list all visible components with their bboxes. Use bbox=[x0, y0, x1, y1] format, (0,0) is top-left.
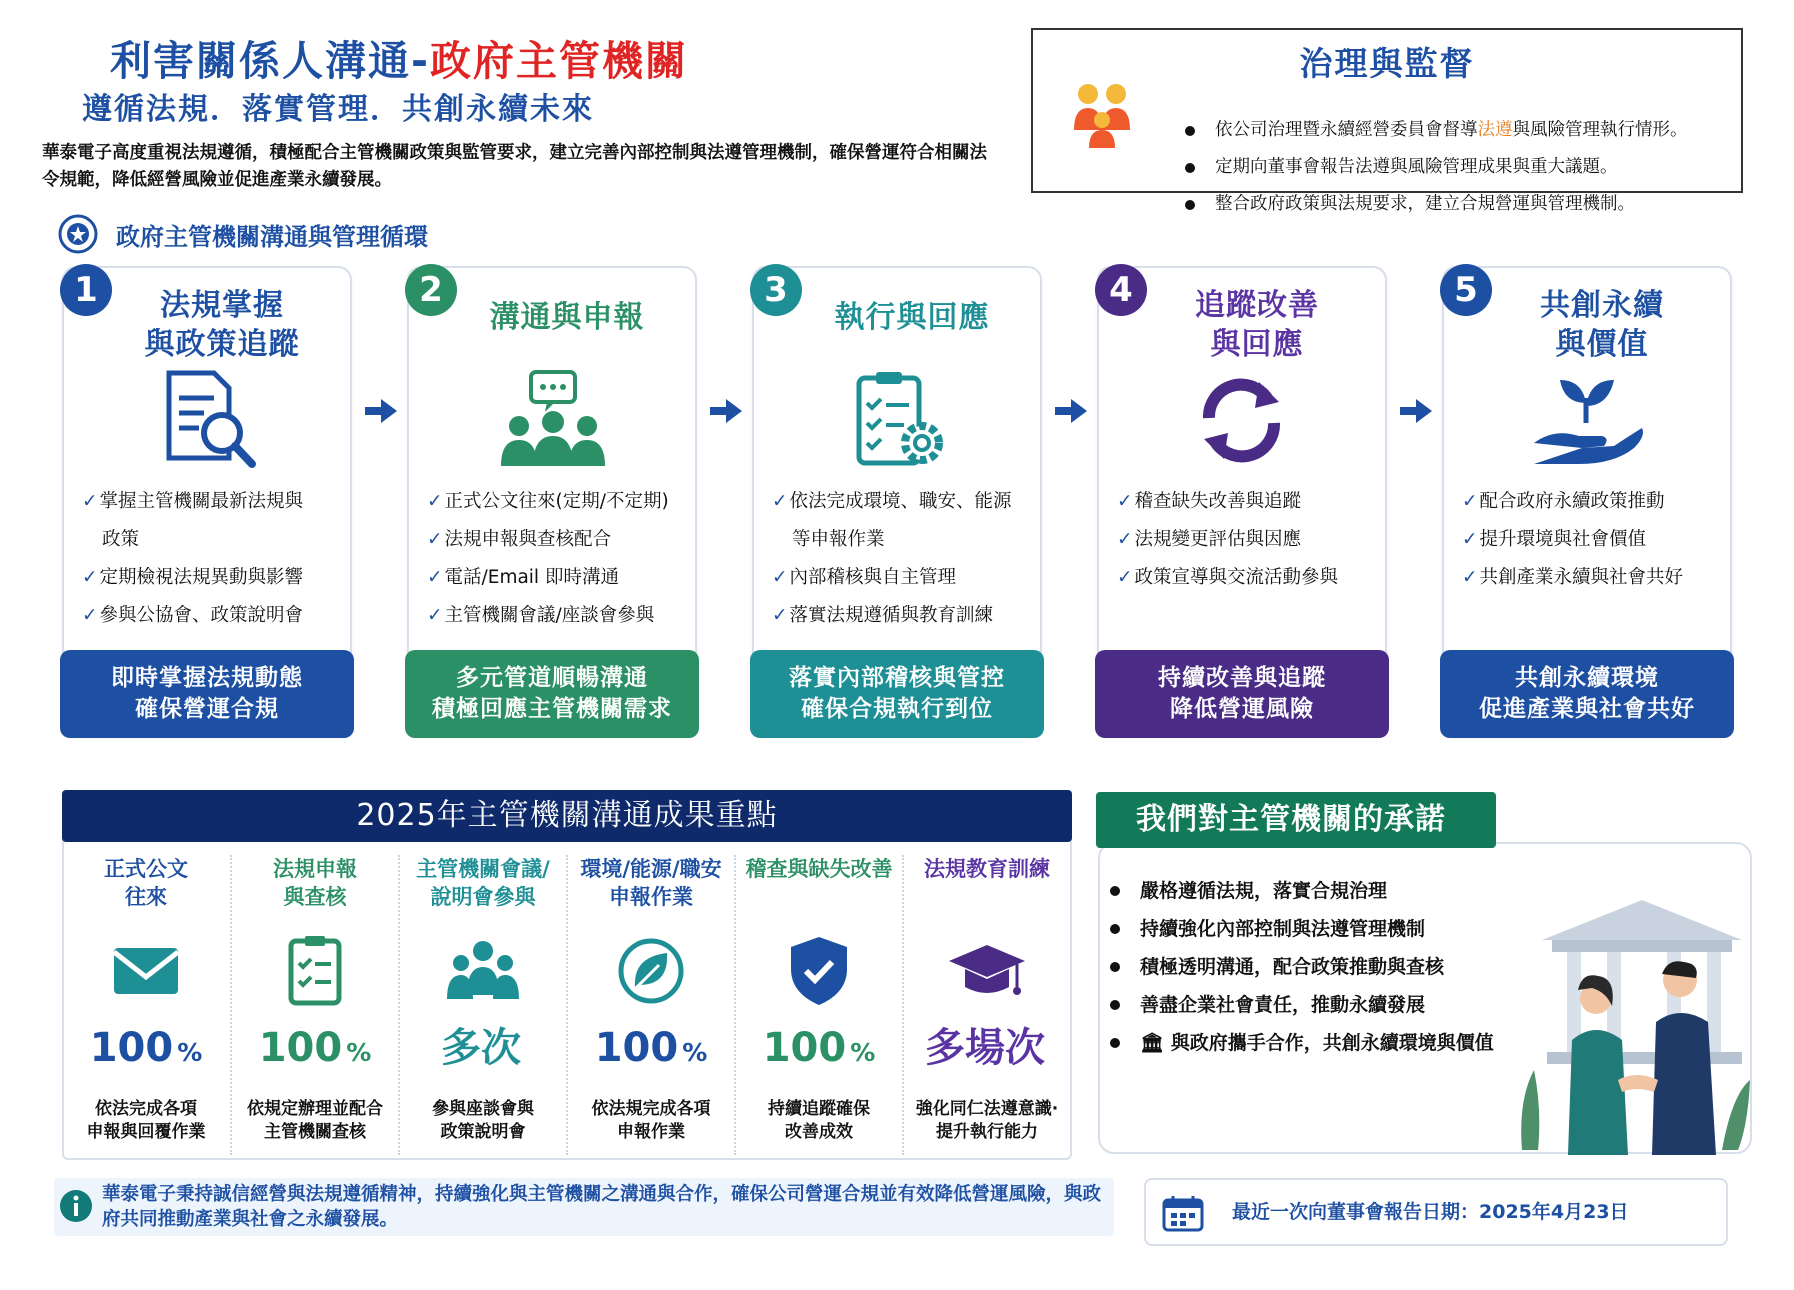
result-description: 參與座談會與 政策說明會 bbox=[432, 1099, 534, 1142]
governance-title: 治理與監督 bbox=[1299, 44, 1475, 83]
governance-item: 依公司治理暨永續經營委員會督導法遵與風險管理執行情形。 bbox=[1183, 112, 1688, 149]
footer-note bbox=[54, 1178, 1114, 1236]
loop-title: 政府主管機關溝通與管理循環 bbox=[116, 222, 428, 251]
result-label: 法規教育訓練 bbox=[924, 857, 1050, 881]
loop-heading bbox=[58, 214, 428, 254]
list-item: ✓ 正式公文往來(定期/不定期) bbox=[427, 491, 669, 512]
shield-check-icon bbox=[779, 933, 859, 1008]
group-icon bbox=[443, 933, 523, 1008]
step-number-badge: 4 bbox=[1095, 264, 1147, 316]
step-title: 共創永續 與價值 bbox=[1540, 288, 1664, 362]
result-column bbox=[734, 855, 902, 1155]
commitment-item: 積極透明溝通，配合政策推動與查核 bbox=[1110, 948, 1494, 986]
list-item: ✓ 定期檢視法規異動與影響 bbox=[82, 567, 304, 588]
leaf-icon bbox=[611, 933, 691, 1008]
list-item: ✓ 法規申報與查核配合 bbox=[427, 529, 612, 550]
list-item: 政策 bbox=[102, 529, 140, 550]
step-title: 溝通與申報 bbox=[489, 300, 645, 335]
step-number-badge: 3 bbox=[750, 264, 802, 316]
list-item: ✓ 內部稽核與自主管理 bbox=[772, 567, 957, 588]
family-icon bbox=[1071, 80, 1133, 150]
list-item: ✓ 稽查缺失改善與追蹤 bbox=[1117, 491, 1302, 512]
result-label: 環境/能源/職安 申報作業 bbox=[580, 857, 722, 909]
arrow-right-icon bbox=[1053, 395, 1089, 427]
list-item: ✓ 參與公協會、政策說明會 bbox=[82, 605, 304, 626]
arrow-right-icon bbox=[708, 395, 744, 427]
handshake-illustration bbox=[1512, 880, 1752, 1155]
step-number-badge: 1 bbox=[60, 264, 112, 316]
step-title: 法規掌握 與政策追蹤 bbox=[144, 288, 300, 362]
info-icon bbox=[58, 1188, 94, 1224]
report-date-box bbox=[1144, 1178, 1728, 1246]
commitment-item: 🏛 與政府攜手合作，共創永續環境與價值 bbox=[1110, 1024, 1494, 1062]
result-value: 100 % bbox=[258, 1025, 372, 1071]
result-column bbox=[398, 855, 566, 1155]
arrow-right-icon bbox=[1398, 395, 1434, 427]
step-card-1 bbox=[62, 266, 352, 736]
result-value: 100 % bbox=[762, 1025, 876, 1071]
result-column bbox=[230, 855, 398, 1155]
people-chat-icon bbox=[489, 368, 614, 473]
list-item: ✓ 共創產業永續與社會共好 bbox=[1462, 567, 1684, 588]
result-description: 依法完成各項 申報與回覆作業 bbox=[86, 1099, 206, 1142]
result-value: 100 % bbox=[89, 1025, 203, 1071]
step-list bbox=[427, 483, 687, 635]
result-label: 稽查與缺失改善 bbox=[745, 857, 893, 881]
arrow-right-icon bbox=[363, 395, 399, 427]
checklist-gear-icon bbox=[834, 368, 959, 473]
list-item: ✓ 掌握主管機關最新法規與 bbox=[82, 491, 304, 512]
report-date-text: 最近一次向董事會報告日期：2025年4月23日 bbox=[1232, 1201, 1629, 1223]
list-item: ✓ 法規變更評估與因應 bbox=[1117, 529, 1302, 550]
step-card-2 bbox=[407, 266, 697, 736]
step-card-3 bbox=[752, 266, 1042, 736]
list-item: ✓ 配合政府永續政策推動 bbox=[1462, 491, 1665, 512]
governance-item: 定期向董事會報告法遵與風險管理成果與重大議題。 bbox=[1183, 149, 1688, 186]
envelope-icon bbox=[106, 933, 186, 1008]
list-item: ✓ 落實法規遵循與教育訓練 bbox=[772, 605, 994, 626]
step-title: 執行與回應 bbox=[834, 300, 990, 335]
step-summary: 落實內部稽核與管控 確保合規執行到位 bbox=[750, 650, 1044, 738]
result-value: 多次 bbox=[441, 1025, 521, 1071]
result-column bbox=[62, 855, 230, 1155]
step-title: 追蹤改善 與回應 bbox=[1195, 288, 1319, 362]
title-main: 利害關係人溝通- bbox=[110, 37, 431, 85]
step-card-4 bbox=[1097, 266, 1387, 736]
clipboard-check-icon bbox=[275, 933, 355, 1008]
list-item: ✓ 主管機關會議/座談會參與 bbox=[427, 605, 655, 626]
commitment-item: 持續強化內部控制與法遵管理機制 bbox=[1110, 910, 1494, 948]
step-list bbox=[1117, 483, 1377, 597]
result-description: 依規定辦理並配合 主管機關查核 bbox=[247, 1099, 383, 1142]
commitment-title: 我們對主管機關的承諾 bbox=[1096, 792, 1496, 848]
list-item: ✓ 政策宣導與交流活動參與 bbox=[1117, 567, 1339, 588]
governance-item: 整合政府政策與法規要求，建立合規營運與管理機制。 bbox=[1183, 186, 1688, 223]
result-value: 100 % bbox=[594, 1025, 708, 1071]
list-item: ✓ 電話/Email 即時溝通 bbox=[427, 567, 619, 588]
intro-text: 華泰電子高度重視法規遵循，積極配合主管機關政策與監管要求，建立完善內部控制與法遵管理機制，確保營運符合相關法令規範，降低經營風險並促進產業永續發展。 bbox=[42, 143, 987, 190]
results-title: 2025年主管機關溝通成果重點 bbox=[62, 790, 1072, 842]
result-description: 依法規完成各項 申報作業 bbox=[591, 1099, 711, 1142]
document-search-icon bbox=[144, 368, 269, 473]
commitment-list bbox=[1110, 872, 1494, 1062]
result-column bbox=[902, 855, 1070, 1155]
commitment-item: 善盡企業社會責任，推動永續發展 bbox=[1110, 986, 1494, 1024]
step-summary: 多元管道順暢溝通 積極回應主管機關需求 bbox=[405, 650, 699, 738]
result-column bbox=[566, 855, 734, 1155]
step-summary: 持續改善與追蹤 降低營運風險 bbox=[1095, 650, 1389, 738]
step-number-badge: 5 bbox=[1440, 264, 1492, 316]
step-list bbox=[82, 483, 342, 635]
governance-box bbox=[1031, 28, 1743, 214]
emblem-icon bbox=[58, 214, 98, 254]
governance-list bbox=[1183, 112, 1688, 223]
step-list bbox=[1462, 483, 1722, 597]
step-number-badge: 2 bbox=[405, 264, 457, 316]
list-item: 等申報作業 bbox=[792, 529, 885, 550]
result-label: 法規申報 與查核 bbox=[273, 857, 357, 909]
page-subtitle: 遵循法規．落實管理．共創永續未來 bbox=[82, 92, 594, 127]
step-list bbox=[772, 483, 1032, 635]
result-description: 強化同仁法遵意識· 提升執行能力 bbox=[915, 1099, 1059, 1142]
step-summary: 共創永續環境 促進產業與社會共好 bbox=[1440, 650, 1734, 738]
graduation-cap-icon bbox=[947, 933, 1027, 1008]
step-summary: 即時掌握法規動態 確保營運合規 bbox=[60, 650, 354, 738]
title-highlight: 政府主管機關 bbox=[430, 37, 689, 85]
result-value: 多場次 bbox=[925, 1025, 1045, 1071]
result-label: 主管機關會議/ 說明會參與 bbox=[416, 857, 550, 909]
list-item: ✓ 提升環境與社會價值 bbox=[1462, 529, 1647, 550]
result-description: 持續追蹤確保 改善成效 bbox=[768, 1099, 870, 1142]
page-title bbox=[110, 28, 688, 87]
list-item: ✓ 依法完成環境、職安、能源 bbox=[772, 491, 1012, 512]
refresh-icon bbox=[1179, 368, 1304, 473]
calendar-icon bbox=[1162, 1194, 1204, 1232]
footer-note-text: 華泰電子秉持誠信經營與法規遵循精神，持續強化與主管機關之溝通與合作，確保公司營運合規並有效降低營運風險，與政府共同推動產業與社會之永續發展。 bbox=[102, 1184, 1102, 1230]
step-card-5 bbox=[1442, 266, 1732, 736]
result-label: 正式公文 往來 bbox=[104, 857, 188, 909]
hand-plant-icon bbox=[1524, 368, 1649, 473]
commitment-item: 嚴格遵循法規，落實合規治理 bbox=[1110, 872, 1494, 910]
